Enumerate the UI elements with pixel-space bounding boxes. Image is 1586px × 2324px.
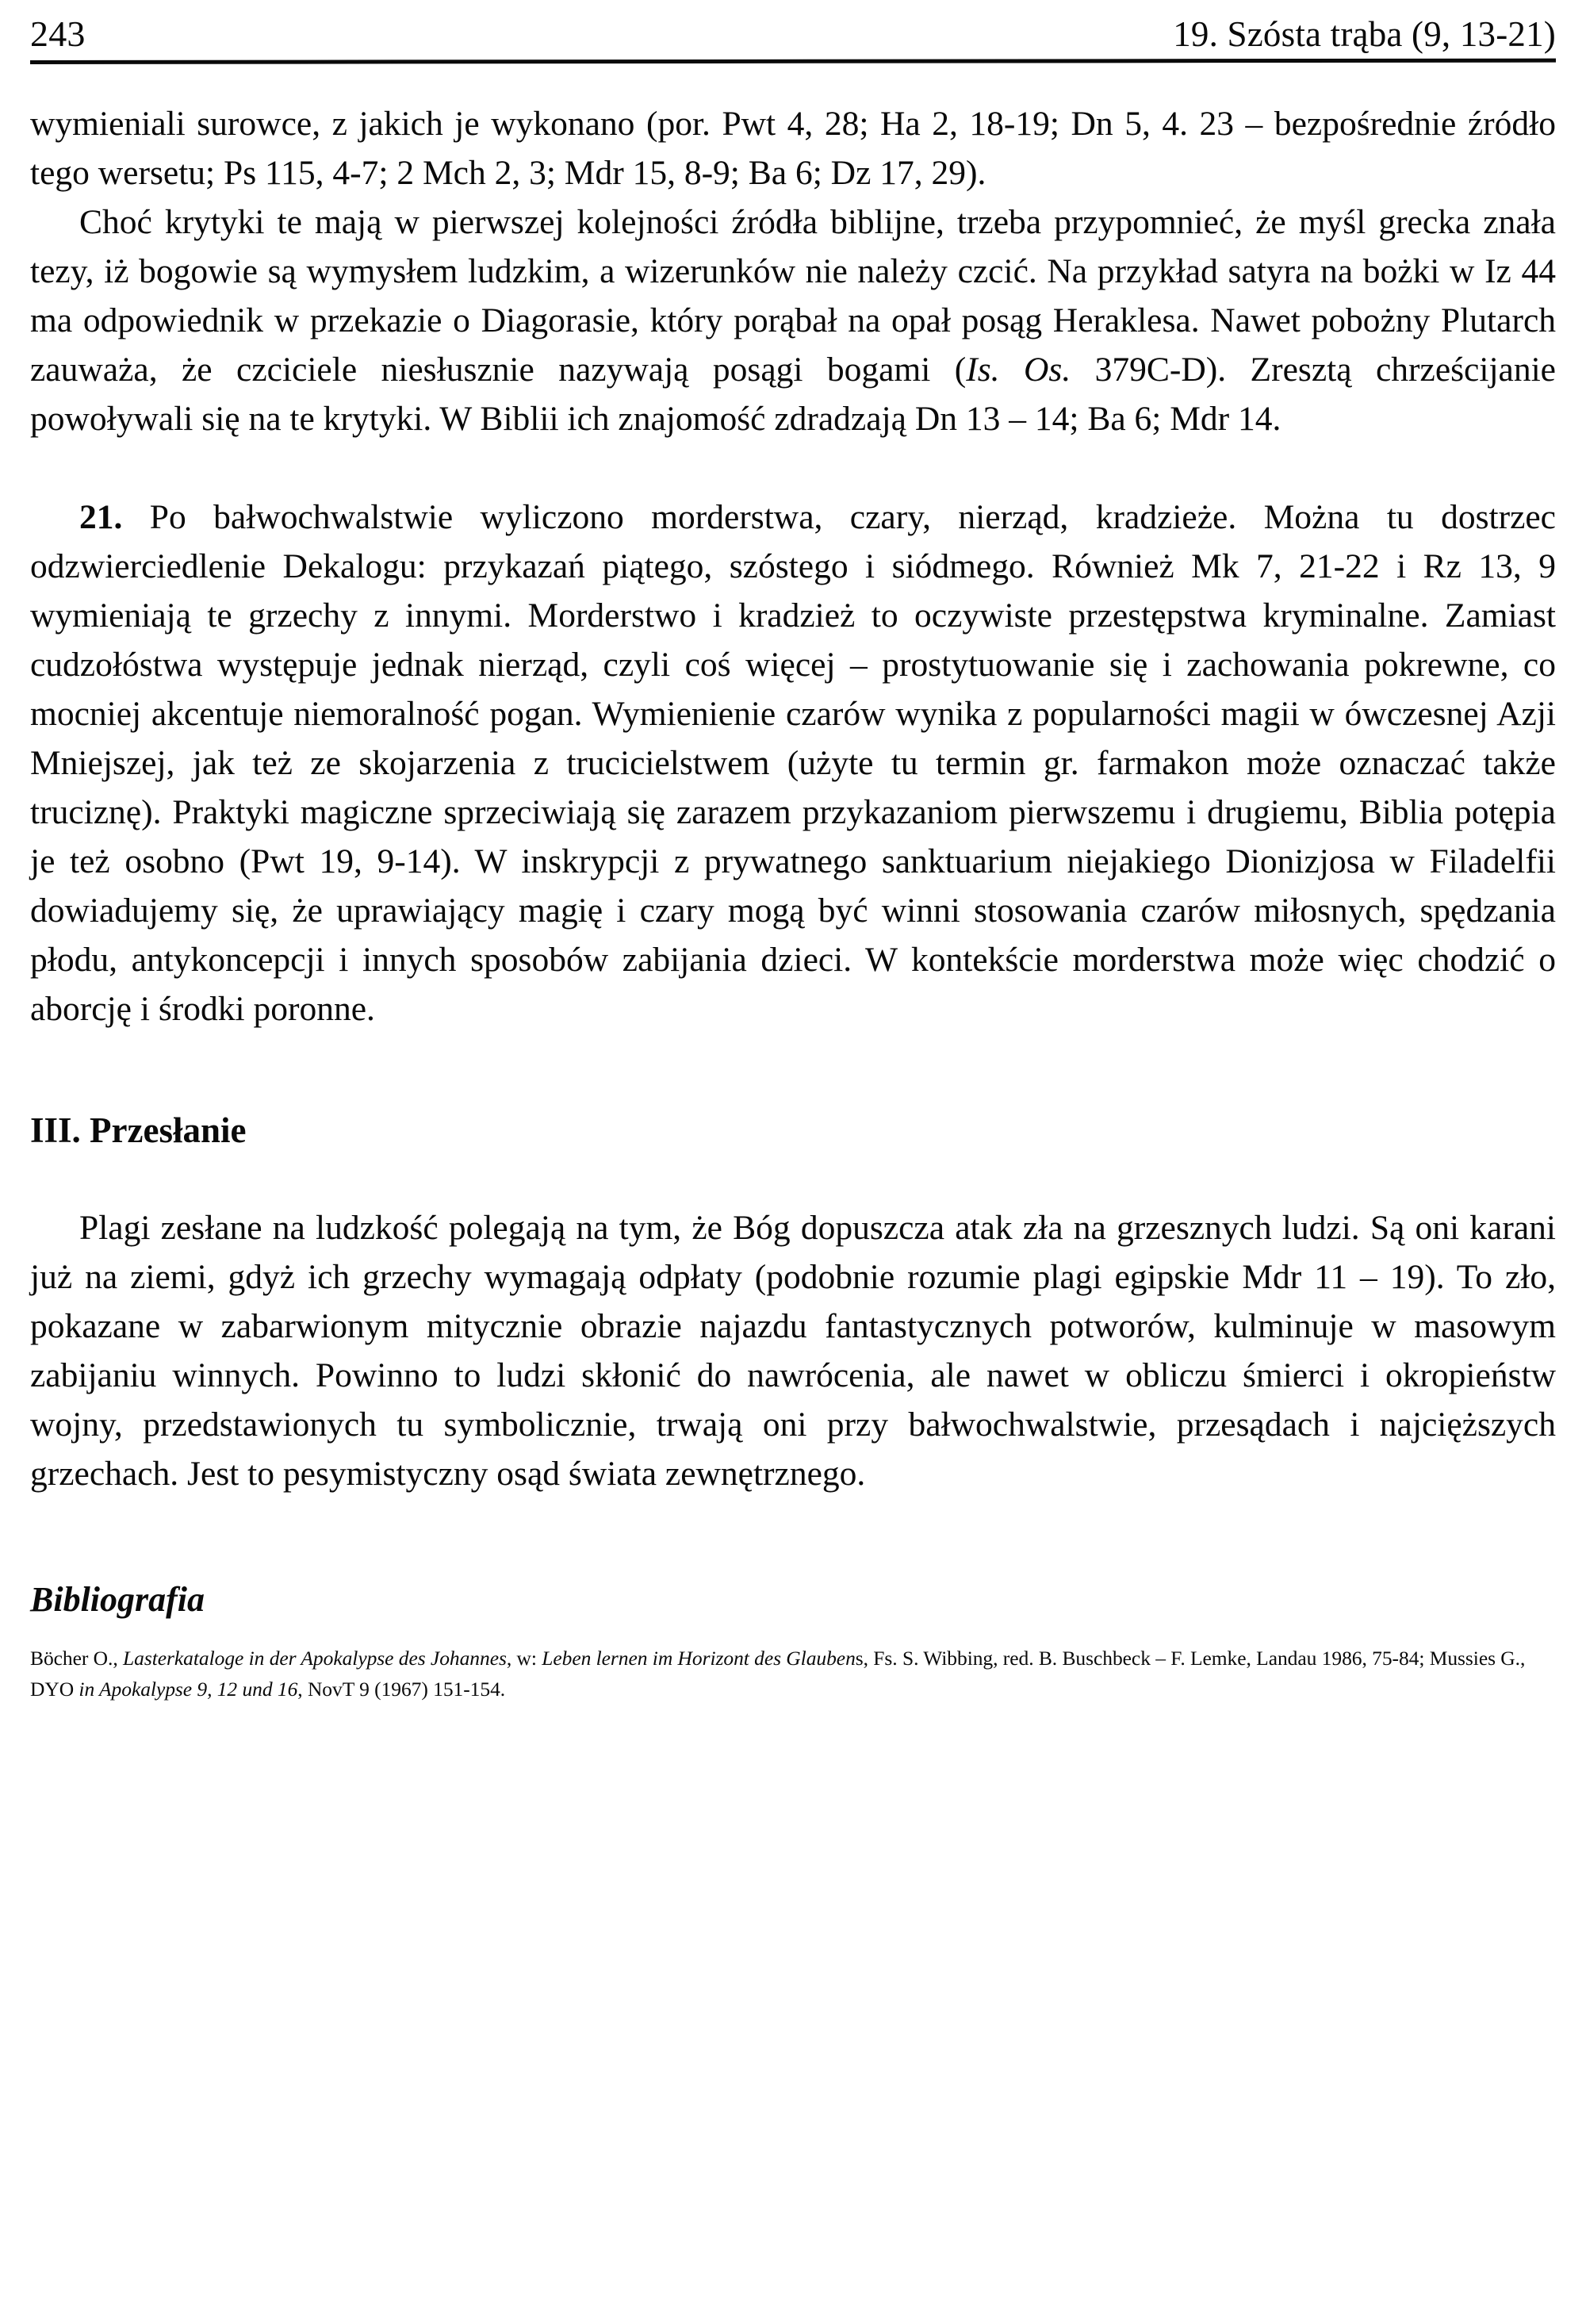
bibliography-title: Lasterkataloge in der Apokalypse des Johannes [123, 1646, 507, 1670]
running-head [30, 13, 1556, 60]
paragraph-verse-21-text: Po bałwochwalstwie wyliczono morderstwa, czary, nierząd, kradzieże. Można tu dostrzec odzwierciedlenie Dekalogu: przykazań piątego, szóstego i siódmego. Również Mk 7, 21-22 i Rz 13, 9 wymieniają te grzechy z innymi. Morderstwo i kradzież to oczywiste przestępstwa kryminalne. Zamiast cudzołóstwa występuje jednak nierząd, czyli coś więcej – prostytuowanie się i zachowania pokrewne, co mocniej akcentuje niemoralność pogan. Wymienienie czarów wynika z popularności magii w ówczesnej Azji Mniejszej, jak też ze skojarzenia z trucicielstwem (użyte tu termin gr. farmakon może oznaczać także truciznę). Praktyki magiczne sprzeciwiają się zarazem przykazaniom pierwszemu i drugiemu, Biblia potępia je też osobno (Pwt 19, 9-14). W inskrypcji z prywatnego sanktuarium niejakiego Dionizjosa w Filadelfii dowiadujemy się, że uprawiający magię i czary mogą być winni stosowania czarów miłosnych, spędzania płodu, antykoncepcji i innych sposobów zabijania dzieci. W kontekście morderstwa może więc chodzić o aborcję i środki poronne. [30, 498, 1556, 1028]
paragraph-greek-critique-part2: 379C-D). Zresztą chrześcijanie powoływali się na te krytyki. W Biblii ich znajomość zdradzają Dn 13 – 14; Ba 6; Mdr 14. [30, 351, 1556, 438]
bibliography-source-suffix: s [855, 1646, 864, 1670]
bibliography-work-title: in Apokalypse 9, 12 und 16 [79, 1677, 298, 1701]
page-content [30, 13, 1556, 1705]
bibliography-entry [30, 1643, 1556, 1705]
bibliography-source-title: Leben lernen im Horizont des Glauben [542, 1646, 856, 1670]
header-rule [30, 59, 1556, 64]
running-title: 19. Szósta trąba (9, 13-21) [1173, 14, 1556, 54]
verse-number-21: 21. [79, 498, 123, 536]
paragraph-runon [30, 99, 1556, 198]
section-heading-przeslanie: III. Przesłanie [30, 1110, 247, 1150]
paragraph-runon-text: wymieniali surowce, z jakich je wykonano (por. Pwt 4, 28; Ha 2, 18-19; Dn 5, 4. 23 – bezpośrednie źródło tego wersetu; Ps 115, 4-7; 2 Mch 2, 3; Mdr 15, 8-9; Ba 6; Dz 17, 29). [30, 105, 1556, 192]
paragraph-verse-21 [30, 493, 1556, 1034]
plutarch-citation-title: Is. Os. [966, 351, 1071, 389]
body-text [30, 99, 1556, 1705]
paragraph-przeslanie-text: Plagi zesłane na ludzkość polegają na tym, że Bóg dopuszcza atak zła na grzesznych ludzi. Są oni karani już na ziemi, gdyż ich grzechy wymagają odpłaty (podobnie rozumie plagi egipskie Mdr 11 – 19). To zło, pokazane w zabarwionym mitycznie obrazie najazdu fantastycznych potworów, kulminuje w masowym zabijaniu winnych. Powinno to ludzi skłonić do nawrócenia, ale nawet w obliczu śmierci i okropieństw wojny, przedstawionych tu symbolicznie, trwają oni przy bałwochwalstwie, przesądach i najcięższych grzechach. Jest to pesymistyczny osąd świata zewnętrznego. [30, 1208, 1556, 1493]
bibliography-heading: Bibliografia [30, 1579, 205, 1619]
paragraph-greek-critique [30, 198, 1556, 443]
bibliography-sep-2: , Fs. S. Wibbing, red. B. Buschbeck – F. Lemke, Landau 1986, 75-84; Mussies G., DYO [30, 1646, 1526, 1701]
bibliography-reference-tail: , NovT 9 (1967) 151-154. [297, 1677, 506, 1701]
bibliography-sep-1: , w: [506, 1646, 542, 1670]
page-number: 243 [30, 13, 86, 54]
paragraph-greek-critique-part1: Choć krytyki te mają w pierwszej kolejności źródła biblijne, trzeba przypomnieć, że myśl grecka znała tezy, iż bogowie są wymysłem ludzkim, a wizerunków nie należy czcić. Na przykład satyra na bożki w Iz 44 ma odpowiednik w przekazie o Diagorasie, który porąbał na opał posąg Heraklesa. Nawet pobożny Plutarch zauważa, że czciciele niesłusznie nazywają posągi bogami ( [30, 203, 1556, 389]
bibliography-list [30, 1643, 1556, 1705]
paragraph-przeslanie [30, 1203, 1556, 1498]
bibliography-author: Böcher O., [30, 1646, 124, 1670]
